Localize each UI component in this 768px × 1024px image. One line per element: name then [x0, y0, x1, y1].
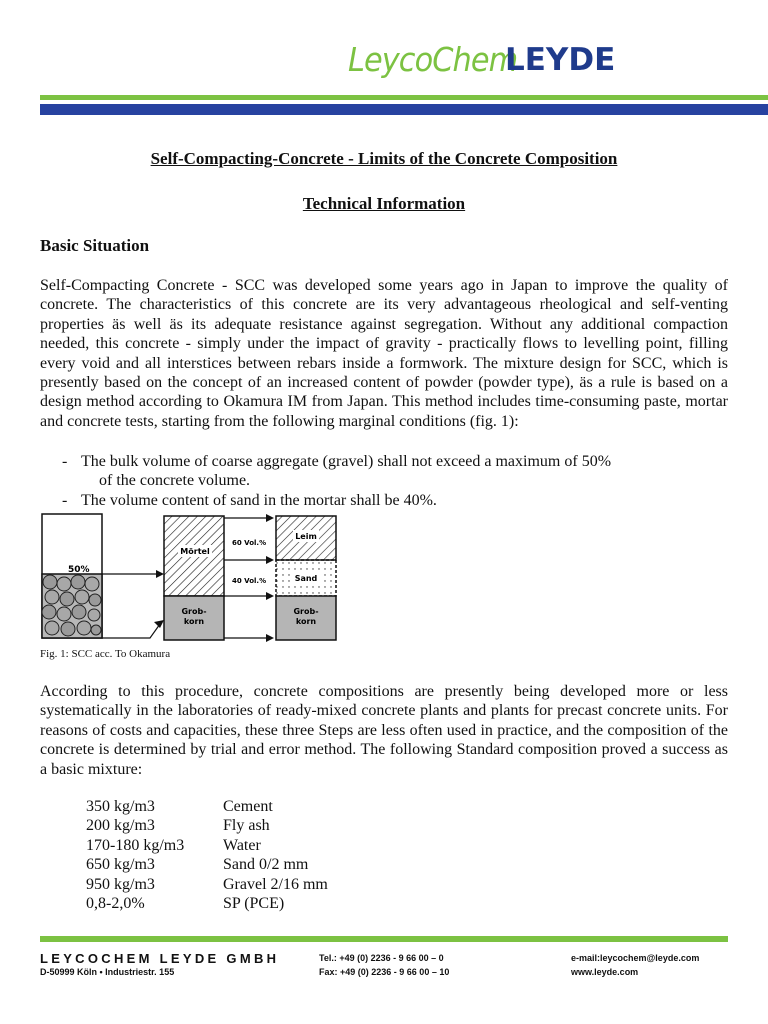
label-leim: Leim [295, 532, 317, 541]
mixture-qty: 0,8-2,0% [86, 894, 145, 912]
mixture-qty: 950 kg/m3 [86, 875, 155, 893]
footer-company: LEYCOCHEM LEYDE GMBH [40, 951, 280, 966]
mixture-row [86, 836, 486, 855]
mixture-name: Fly ash [223, 817, 270, 835]
footer-address: D-50999 Köln • Industriestr. 155 [40, 967, 175, 977]
logo-leyde: LEYDE [505, 42, 616, 78]
bullet-text: The volume content of sand in the mortar shall be 40%. [81, 491, 437, 509]
mixture-name: SP (PCE) [223, 894, 285, 912]
header-green-bar [40, 95, 768, 100]
bullet-item [40, 491, 728, 510]
section-heading: Basic Situation [40, 236, 150, 255]
mixture-name: Cement [223, 798, 273, 815]
footer-fax: Fax: +49 (0) 2236 - 9 66 00 – 10 [319, 967, 450, 977]
mixture-qty: 200 kg/m3 [86, 817, 155, 835]
bullet-text-cont: of the concrete volume. [99, 472, 251, 490]
mixture-qty: 650 kg/m3 [86, 856, 155, 874]
label-vol60: 60 Vol.% [232, 539, 267, 547]
logo-leycochem: LeycoChem [348, 40, 518, 79]
mixture-row [86, 816, 486, 835]
mixture-table [86, 797, 486, 913]
label-vol40: 40 Vol.% [232, 577, 267, 585]
mixture-qty: 350 kg/m3 [86, 798, 155, 815]
mixture-row [86, 797, 486, 816]
mixture-row [86, 894, 486, 913]
bullet-dash: - [62, 453, 68, 470]
mixture-row [86, 855, 486, 874]
mixture-qty: 170-180 kg/m3 [86, 836, 185, 854]
gravel-circles [42, 574, 102, 638]
footer-email[interactable]: e-mail:leycochem@leyde.com [571, 953, 700, 963]
label-grobkorn-1b: korn [183, 617, 205, 626]
label-50-percent: 50% [68, 565, 90, 575]
bullet-list [40, 452, 728, 510]
mixture-name: Sand 0/2 mm [223, 856, 309, 874]
label-grobkorn-2a: Grob- [293, 607, 319, 616]
page-title: Self-Compacting-Concrete - Limits of the Concrete Composition [150, 149, 618, 168]
label-grobkorn-1a: Grob- [181, 607, 207, 616]
footer-website[interactable]: www.leyde.com [571, 967, 639, 977]
mixture-name: Gravel 2/16 mm [223, 875, 328, 893]
header-blue-bar [40, 104, 768, 115]
bullet-item [40, 452, 728, 491]
footer-green-bar [40, 936, 728, 942]
bullet-dash: - [62, 491, 68, 509]
label-sand: Sand [294, 574, 318, 583]
mixture-row [86, 875, 486, 894]
bullet-text: The bulk volume of coarse aggregate (gravel) shall not exceed a maximum of 50% [81, 453, 612, 470]
label-grobkorn-2b: korn [295, 617, 317, 626]
label-mortel: Mörtel [180, 547, 210, 556]
figure-caption: Fig. 1: SCC acc. To Okamura [40, 648, 171, 660]
paragraph-procedure: According to this procedure, concrete compositions are presently being developed more or less systematically in the laboratories of ready-mixed concrete plants and plants for precast concrete units. For reasons of costs and capacities, these three Steps are less often used in practice, and the composition of the concrete is determined by trial and error method. The following Standard composition proved a success as a basic mixture: [40, 683, 728, 778]
paragraph-intro: Self-Compacting Concrete - SCC was developed some years ago in Japan to improve the quality of concrete. The characteristics of this concrete are its very advantageous rheological and self-venting properties äs well äs its adequate resistance against segregation. Without any additional compaction needed, this concrete - simply under the impact of gravity - practically flows to levelling point, filling every void and all interstices between rebars inside a formwork. The mixture design for SCC, which is presently based on the concept of an increased content of powder (powder type), äs a rule is based on a design method according to Okamura IM from Japan. This method includes time-consuming paste, mortar and concrete tests, starting from the following marginal conditions (fig. 1): [40, 277, 728, 430]
okamura-figure [40, 512, 360, 642]
page-subtitle: Technical Information [302, 194, 466, 213]
mixture-name: Water [223, 836, 261, 854]
footer-tel: Tel.: +49 (0) 2236 - 9 66 00 – 0 [319, 953, 444, 963]
